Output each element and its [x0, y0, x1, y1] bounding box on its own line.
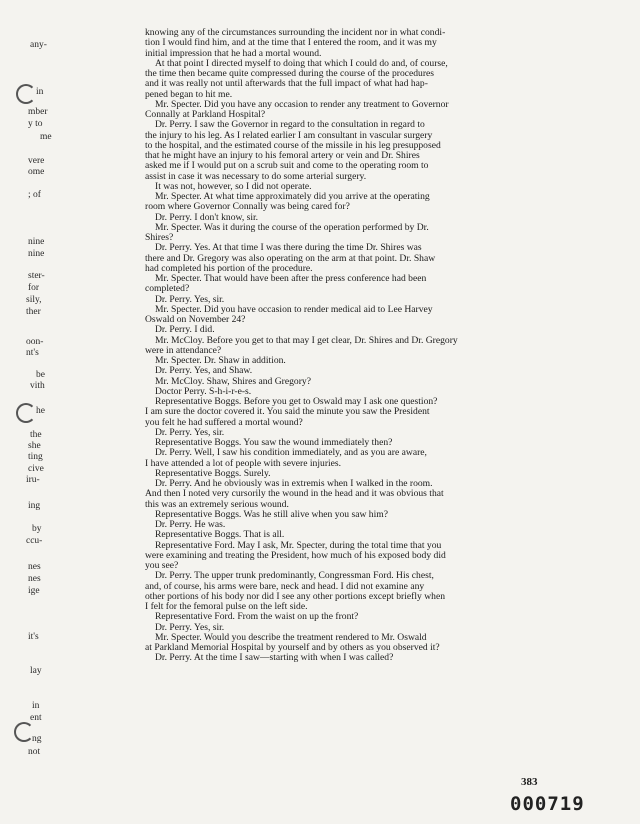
text-line: Mr. Specter. Was it during the course of the operation performed by Dr.: [155, 222, 429, 233]
margin-fragment: it's: [28, 632, 39, 642]
margin-fragment: ing: [28, 501, 41, 511]
text-line: asked me if I would put on a scrub suit and come to the operating room to: [145, 161, 429, 172]
left-margin-fragments: [0, 0, 80, 824]
margin-fragment: any-: [30, 40, 47, 50]
page-number: 383: [521, 776, 538, 788]
margin-fragment: ster-: [28, 271, 45, 281]
text-line: tion I would find him, and at the time that I entered the room, and it was my: [145, 38, 437, 49]
margin-fragment: nine: [28, 249, 45, 259]
binder-hole-mark: [16, 403, 36, 423]
text-line: had completed his portion of the procedure.: [145, 263, 313, 274]
margin-fragment: lay: [30, 666, 42, 676]
text-line: Representative Boggs. Before you get to Oswald may I ask one question?: [155, 397, 438, 407]
margin-fragment: ; of: [28, 190, 41, 200]
text-line: Mr. McCloy. Shaw, Shires and Gregory?: [155, 376, 311, 387]
text-line: knowing any of the circumstances surrounding the incident nor in what condi-: [145, 28, 446, 38]
text-line: Dr. Perry. He was.: [155, 520, 226, 530]
text-line: room where Governor Connally was being cared for?: [145, 202, 350, 213]
margin-fragment: oon-: [26, 337, 44, 347]
margin-fragment: sily,: [26, 295, 42, 305]
text-line: Dr. Perry. I saw the Governor in regard to the consultation in regard to: [155, 120, 425, 131]
text-line: Shires?: [145, 233, 174, 243]
text-line: Oswald on November 24?: [145, 315, 246, 325]
text-line: I felt for the femoral pulse on the left side.: [145, 602, 308, 612]
text-line: initial impression that he had a mortal wound.: [145, 48, 322, 59]
margin-fragment: be: [36, 370, 45, 380]
margin-fragment: me: [40, 132, 52, 142]
text-line: Mr. Specter. Did you have occasion to render medical aid to Lee Harvey: [155, 304, 433, 315]
text-line: Dr. Perry. I did.: [155, 325, 215, 336]
text-line: I am sure the doctor covered it. You said the minute you saw the President: [145, 407, 430, 418]
text-line: Connally at Parkland Hospital?: [145, 110, 266, 120]
text-line: Dr. Perry. The upper trunk predominantly, Congressman Ford. His chest,: [155, 571, 434, 582]
document-id-stamp: 000719: [510, 793, 585, 815]
text-line: were examining and treating the President, how much of his exposed body did: [145, 550, 446, 561]
text-line: Mr. Specter. At what time approximately did you arrive at the operating: [155, 192, 430, 202]
margin-fragment: ige: [28, 586, 40, 596]
text-line: assist in case it was necessary to do some arterial surgery.: [145, 171, 367, 182]
text-line: Mr. Specter. Dr. Shaw in addition.: [155, 356, 286, 366]
margin-fragment: nt's: [26, 348, 39, 358]
text-line: Mr. McCloy. Before you get to that may I get clear, Dr. Shires and Dr. Gregory: [155, 335, 458, 346]
text-line: Doctor Perry. S-h-i-r-e-s.: [155, 386, 252, 397]
text-line: pened began to hit me.: [145, 89, 233, 100]
testimony-text: [145, 28, 565, 664]
binder-hole-mark: [14, 722, 34, 742]
text-line: the injury to his leg. As I related earlier I am consultant in vascular surgery: [145, 130, 433, 141]
text-line: Dr. Perry. At the time I saw—starting with when I was called?: [155, 653, 394, 664]
text-line: other portions of his body nor did I see any other portions except briefly when: [145, 591, 446, 602]
text-line: And then I noted very cursorily the wound in the head and it was obvious that: [145, 489, 444, 500]
margin-fragment: cive: [28, 464, 44, 474]
margin-fragment: nine: [28, 237, 45, 247]
text-line: Mr. Specter. Did you have any occasion to render any treatment to Governor: [155, 99, 449, 110]
text-line: Dr. Perry. Yes. At that time I was there during the time Dr. Shires was: [155, 243, 422, 254]
margin-fragment: ting: [28, 452, 43, 462]
text-line: Representative Boggs. Was he still alive when you saw him?: [155, 509, 388, 520]
text-line: Representative Boggs. That is all.: [155, 530, 285, 541]
margin-fragment: ome: [28, 167, 45, 177]
text-line: Dr. Perry. I don't know, sir.: [155, 212, 259, 223]
text-line: Mr. Specter. That would have been after the press conference had been: [155, 274, 427, 284]
text-line: Dr. Perry. Well, I saw his condition immediately, and as you are aware,: [155, 448, 427, 459]
margin-fragment: in: [32, 701, 40, 711]
text-line: Representative Ford. May I ask, Mr. Specter, during the total time that you: [155, 540, 442, 551]
text-line: you felt he had suffered a mortal wound?: [145, 417, 303, 428]
margin-fragment: she: [28, 441, 41, 451]
text-line: to the hospital, and the estimated course of the missile in his leg presupposed: [145, 140, 441, 151]
text-line: I have attended a lot of people with severe injuries.: [145, 458, 342, 469]
text-line: Dr. Perry. Yes, sir.: [155, 622, 225, 633]
text-line: completed?: [145, 284, 190, 295]
text-line: were in attendance?: [145, 345, 222, 356]
margin-fragment: not: [28, 747, 41, 757]
margin-fragment: vith: [30, 381, 45, 391]
margin-fragment: in: [36, 87, 44, 97]
margin-fragment: ent: [30, 713, 42, 723]
text-line: Representative Ford. From the waist on up the front?: [155, 612, 359, 623]
text-line: the time then became quite compressed during the course of the procedures: [145, 69, 435, 79]
binder-hole-mark: [16, 84, 36, 104]
text-line: Mr. Specter. Would you describe the treatment rendered to Mr. Oswald: [155, 632, 427, 643]
text-line: there and Dr. Gregory was also operating on the arm at that point. Dr. Shaw: [145, 253, 436, 264]
margin-fragment: for: [28, 283, 40, 293]
text-line: Representative Boggs. You saw the wound immediately then?: [155, 438, 393, 448]
margin-fragment: y to: [28, 119, 43, 129]
text-line: Dr. Perry. Yes, sir.: [155, 427, 225, 438]
text-line: and, of course, his arms were bare, neck and head. I did not examine any: [145, 581, 425, 592]
text-line: At that point I directed myself to doing that which I could do and, of course,: [155, 58, 448, 69]
margin-fragment: mber: [28, 107, 48, 117]
text-line: It was not, however, so I did not operate.: [155, 181, 312, 192]
text-line: at Parkland Memorial Hospital by yourself and by others as you observed it?: [145, 643, 440, 653]
margin-fragment: ther: [26, 307, 41, 317]
margin-fragment: by: [32, 524, 42, 534]
margin-fragment: the: [30, 430, 42, 440]
text-line: this was an extremely serious wound.: [145, 499, 289, 510]
text-line: Dr. Perry. Yes, sir.: [155, 294, 225, 305]
margin-fragment: iru-: [26, 475, 40, 485]
margin-fragment: ccu-: [26, 536, 43, 546]
text-line: Dr. Perry. Yes, and Shaw.: [155, 366, 253, 377]
text-line: Dr. Perry. And he obviously was in extremis when I walked in the room.: [155, 479, 433, 489]
margin-fragment: ng: [32, 734, 42, 744]
text-line: you see?: [145, 561, 179, 571]
text-line: and it was really not until afterwards that the full impact of what had hap-: [145, 79, 428, 90]
margin-fragment: nes: [28, 574, 41, 584]
margin-fragment: he: [36, 406, 45, 416]
text-line: Representative Boggs. Surely.: [155, 468, 271, 479]
margin-fragment: vere: [28, 156, 45, 166]
margin-fragment: nes: [28, 562, 41, 572]
text-line: that he might have an injury to his femoral artery or vein and Dr. Shires: [145, 151, 420, 161]
